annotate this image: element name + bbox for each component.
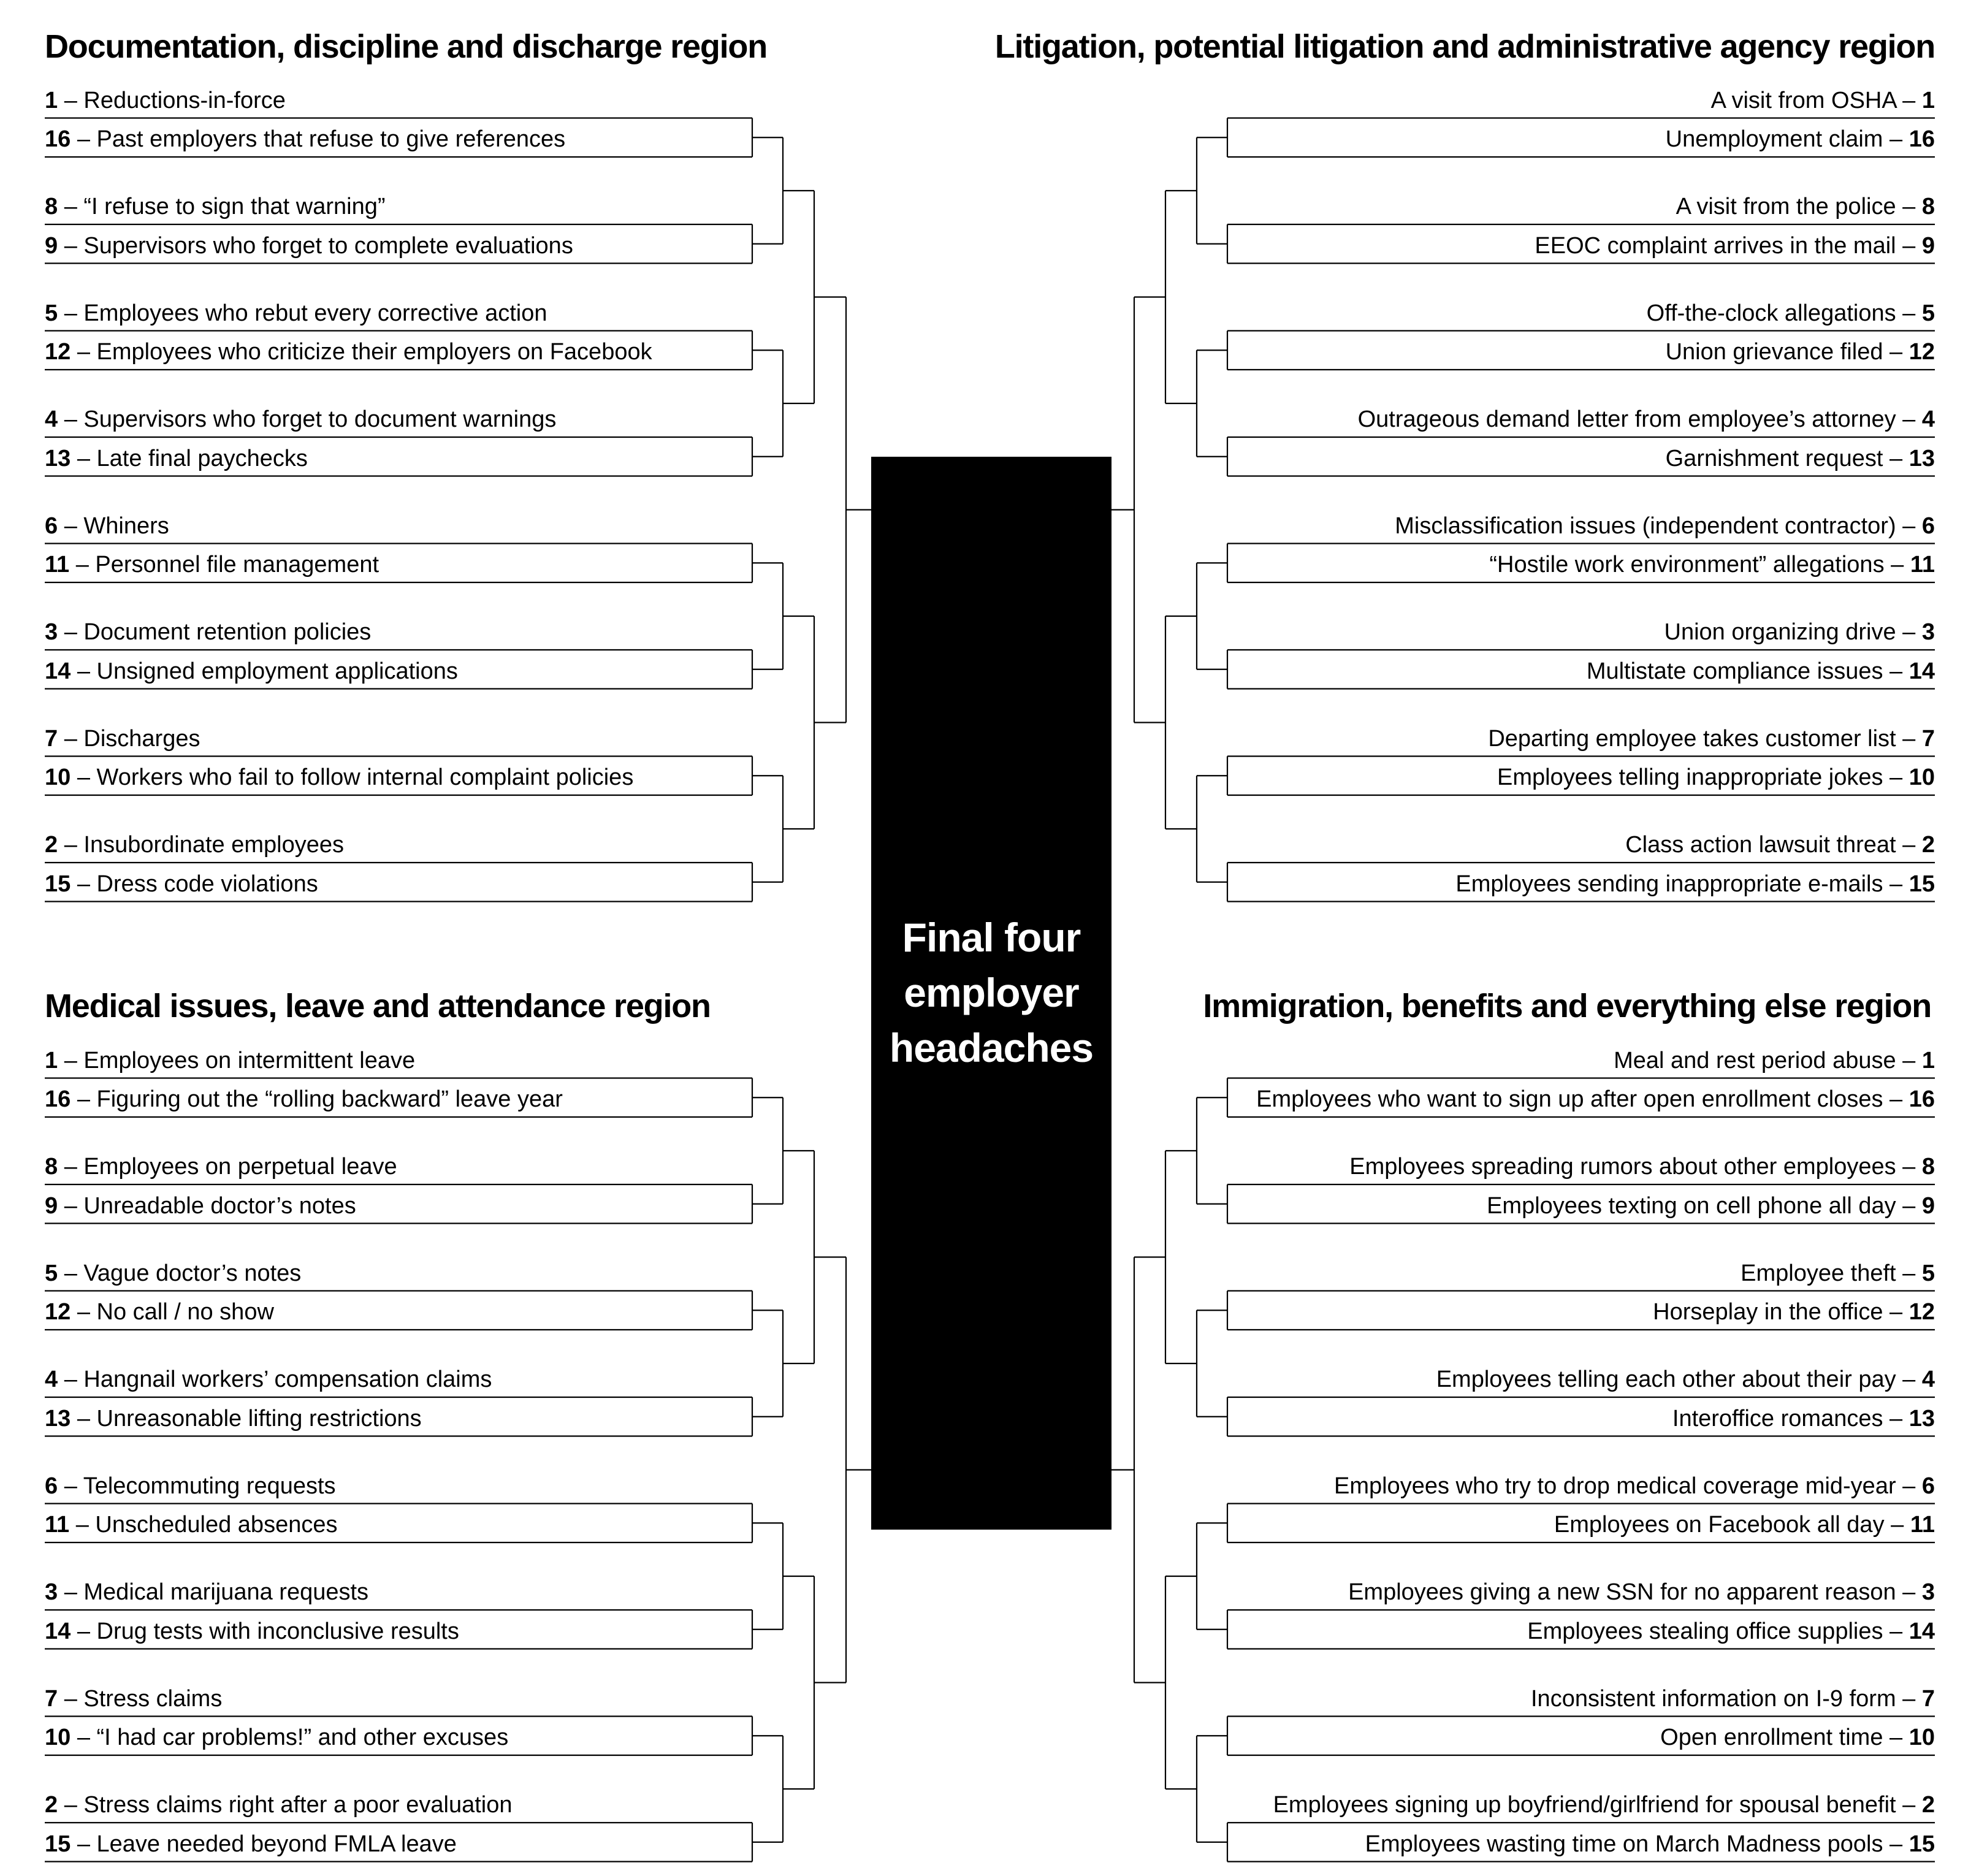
seed-number: 14 [1908, 1618, 1935, 1644]
seed-label: Unemployment claim [1665, 126, 1883, 152]
seed-number: 9 [45, 1192, 58, 1219]
seed-label: Employees wasting time on March Madness pools [1365, 1831, 1883, 1857]
litigation-entry: Union grievance filed – 12 [1665, 339, 1935, 365]
seed-number: 16 [45, 1086, 71, 1112]
litigation-entry: Unemployment claim – 16 [1665, 126, 1935, 152]
seed-label: Employees who try to drop medical coverage mid-year [1333, 1473, 1896, 1499]
seed-number: 11 [1910, 1512, 1935, 1538]
seed-number: 4 [1921, 1367, 1935, 1392]
seed-label: Employees who criticize their employers on Facebook [96, 339, 652, 365]
immigration-entry: Interoffice romances – 13 [1672, 1405, 1935, 1432]
seed-number: 5 [1921, 1260, 1935, 1286]
litigation-entry: Class action lawsuit threat – 2 [1625, 832, 1935, 858]
seed-label: Insubordinate employees [83, 832, 344, 858]
medical-entry: 11 – Unscheduled absences [45, 1512, 338, 1538]
seed-label: Employee theft [1741, 1260, 1896, 1286]
seed-number: 10 [45, 1725, 71, 1750]
region-title-documentation: Documentation, discipline and discharge region [45, 28, 767, 65]
seed-number: 8 [1921, 194, 1935, 219]
seed-number: 15 [45, 871, 71, 897]
immigration-entry: Employees signing up boyfriend/girlfriend for spousal benefit – 2 [1273, 1792, 1935, 1818]
seed-label: “I had car problems!” and other excuses [96, 1725, 509, 1750]
medical-entry: 3 – Medical marijuana requests [45, 1579, 369, 1605]
seed-number: 13 [1908, 445, 1935, 471]
seed-number: 13 [45, 1405, 71, 1432]
final-four-box [871, 457, 1112, 1530]
seed-number: 3 [1921, 1579, 1935, 1605]
seed-label: Workers who fail to follow internal complaint policies [96, 765, 634, 790]
seed-number: 13 [45, 445, 71, 471]
seed-label: Off-the-clock allegations [1646, 300, 1896, 326]
seed-number: 16 [1908, 1086, 1935, 1112]
immigration-entry: Employees stealing office supplies – 14 [1527, 1618, 1935, 1644]
seed-label: Employees sending inappropriate e-mails [1455, 871, 1883, 897]
seed-label: Employees who rebut every corrective action [83, 300, 547, 326]
immigration-entry: Employees on Facebook all day – 11 [1554, 1512, 1935, 1538]
seed-label: Multistate compliance issues [1586, 658, 1883, 684]
seed-label: “I refuse to sign that warning” [83, 194, 386, 219]
seed-number: 7 [45, 725, 58, 752]
seed-label: Employees signing up boyfriend/girlfriend for spousal benefit [1273, 1792, 1896, 1818]
medical-entry: 16 – Figuring out the “rolling backward” leave year [45, 1086, 563, 1112]
documentation-entry: 5 – Employees who rebut every corrective action [45, 300, 547, 326]
seed-label: Union grievance filed [1665, 339, 1883, 365]
seed-label: Drug tests with inconclusive results [96, 1618, 459, 1644]
seed-number: 7 [45, 1685, 58, 1712]
seed-label: Supervisors who forget to complete evaluations [83, 232, 573, 259]
seed-label: Personnel file management [95, 552, 379, 578]
seed-label: Employees texting on cell phone all day [1487, 1192, 1896, 1219]
seed-label: Reductions-in-force [83, 87, 286, 113]
seed-number: 16 [45, 126, 71, 152]
litigation-entry: “Hostile work environment” allegations – 11 [1489, 552, 1935, 578]
documentation-entry: 9 – Supervisors who forget to complete evaluations [45, 232, 573, 259]
region-title-immigration: Immigration, benefits and everything else region [1203, 988, 1931, 1024]
documentation-entry: 15 – Dress code violations [45, 871, 318, 897]
seed-label: A visit from OSHA [1710, 87, 1896, 113]
seed-number: 2 [1921, 1792, 1935, 1818]
seed-number: 10 [1908, 1725, 1935, 1750]
seed-label: Employees on Facebook all day [1554, 1512, 1885, 1538]
seed-number: 10 [1908, 765, 1935, 790]
seed-label: Stress claims [83, 1685, 223, 1712]
documentation-entry: 2 – Insubordinate employees [45, 832, 344, 858]
seed-label: Employees stealing office supplies [1527, 1618, 1883, 1644]
medical-entry: 13 – Unreasonable lifting restrictions [45, 1405, 422, 1432]
immigration-entry: Employees spreading rumors about other employees – 8 [1349, 1154, 1935, 1180]
seed-number: 1 [45, 1047, 58, 1073]
seed-label: Employees on intermittent leave [83, 1047, 416, 1073]
medical-entry: 8 – Employees on perpetual leave [45, 1154, 397, 1180]
immigration-entry: Employees giving a new SSN for no apparent reason – 3 [1348, 1579, 1935, 1605]
seed-number: 7 [1921, 725, 1935, 752]
medical-entry: 9 – Unreadable doctor’s notes [45, 1192, 356, 1219]
seed-number: 6 [45, 513, 58, 539]
seed-label: Unreasonable lifting restrictions [96, 1405, 422, 1432]
seed-label: Interoffice romances [1672, 1405, 1883, 1432]
seed-label: Unscheduled absences [95, 1512, 338, 1538]
documentation-entry: 7 – Discharges [45, 725, 200, 752]
litigation-entry: Union organizing drive – 3 [1664, 619, 1935, 645]
seed-number: 9 [1921, 1192, 1935, 1219]
documentation-entry: 14 – Unsigned employment applications [45, 658, 458, 684]
seed-label: “Hostile work environment” allegations [1489, 552, 1885, 578]
seed-number: 1 [1921, 1047, 1935, 1073]
seed-label: Inconsistent information on I-9 form [1531, 1685, 1896, 1712]
immigration-entry: Open enrollment time – 10 [1660, 1725, 1935, 1750]
seed-label: Telecommuting requests [83, 1473, 336, 1499]
documentation-entry: 13 – Late final paychecks [45, 445, 308, 471]
medical-entry: 2 – Stress claims right after a poor evaluation [45, 1792, 513, 1818]
seed-number: 3 [1921, 619, 1935, 645]
seed-number: 5 [45, 300, 58, 326]
seed-label: Employees spreading rumors about other employees [1349, 1154, 1896, 1180]
documentation-entry: 1 – Reductions-in-force [45, 87, 286, 113]
seed-number: 4 [1921, 406, 1935, 432]
seed-label: Employees who want to sign up after open enrollment closes [1256, 1086, 1883, 1112]
immigration-entry: Employees wasting time on March Madness pools – 15 [1365, 1831, 1935, 1857]
litigation-entry: EEOC complaint arrives in the mail – 9 [1535, 232, 1935, 259]
documentation-entry: 8 – “I refuse to sign that warning” [45, 194, 386, 219]
seed-number: 1 [45, 87, 58, 113]
seed-number: 3 [45, 1579, 58, 1605]
seed-label: Union organizing drive [1664, 619, 1896, 645]
seed-number: 2 [1921, 832, 1935, 858]
medical-entry: 15 – Leave needed beyond FMLA leave [45, 1831, 457, 1857]
seed-number: 11 [45, 1512, 70, 1538]
seed-label: Unreadable doctor’s notes [83, 1192, 356, 1219]
seed-number: 10 [45, 765, 71, 790]
medical-entry: 10 – “I had car problems!” and other excuses [45, 1725, 509, 1750]
seed-number: 14 [1908, 658, 1935, 684]
final-four-title: Final four employer headaches [889, 915, 1094, 1070]
seed-number: 2 [45, 1792, 58, 1818]
seed-number: 11 [45, 552, 70, 578]
seed-number: 12 [45, 339, 71, 365]
seed-label: Whiners [83, 513, 169, 539]
immigration-entry: Horseplay in the office – 12 [1653, 1299, 1935, 1325]
seed-label: Supervisors who forget to document warnings [83, 406, 557, 432]
litigation-entry: A visit from OSHA – 1 [1710, 87, 1935, 113]
seed-number: 12 [45, 1299, 71, 1325]
seed-number: 7 [1921, 1685, 1935, 1712]
seed-number: 6 [1921, 1473, 1935, 1499]
documentation-entry: 6 – Whiners [45, 513, 169, 539]
immigration-entry: Employees telling each other about their pay – 4 [1436, 1367, 1935, 1392]
seed-number: 16 [1908, 126, 1935, 152]
litigation-entry: Off-the-clock allegations – 5 [1646, 300, 1935, 326]
seed-number: 8 [45, 1154, 58, 1180]
seed-label: EEOC complaint arrives in the mail [1535, 232, 1896, 259]
litigation-entry: A visit from the police – 8 [1676, 194, 1935, 219]
seed-label: Meal and rest period abuse [1614, 1047, 1896, 1073]
seed-label: Class action lawsuit threat [1625, 832, 1896, 858]
seed-number: 11 [1910, 552, 1935, 578]
seed-number: 8 [45, 194, 58, 219]
seed-label: Figuring out the “rolling backward” leave year [96, 1086, 563, 1112]
seed-label: Late final paychecks [96, 445, 308, 471]
documentation-entry: 4 – Supervisors who forget to document warnings [45, 406, 557, 432]
seed-label: No call / no show [96, 1299, 274, 1325]
documentation-entry: 10 – Workers who fail to follow internal complaint policies [45, 765, 634, 790]
seed-number: 4 [45, 406, 58, 432]
seed-label: Employees giving a new SSN for no apparent reason [1348, 1579, 1896, 1605]
litigation-entry: Outrageous demand letter from employee’s attorney – 4 [1357, 406, 1935, 432]
seed-number: 6 [45, 1473, 58, 1499]
seed-label: Discharges [83, 725, 200, 752]
documentation-entry: 11 – Personnel file management [45, 552, 379, 578]
immigration-entry: Meal and rest period abuse – 1 [1614, 1047, 1935, 1073]
seed-label: Medical marijuana requests [83, 1579, 369, 1605]
documentation-entry: 3 – Document retention policies [45, 619, 372, 645]
seed-label: Open enrollment time [1660, 1725, 1883, 1750]
seed-label: Departing employee takes customer list [1488, 725, 1896, 752]
seed-number: 1 [1921, 87, 1935, 113]
seed-label: Horseplay in the office [1653, 1299, 1883, 1325]
seed-label: Employees telling inappropriate jokes [1497, 765, 1883, 790]
litigation-entry: Departing employee takes customer list – 7 [1488, 725, 1935, 752]
seed-label: Unsigned employment applications [96, 658, 458, 684]
seed-number: 9 [45, 232, 58, 259]
medical-entry: 14 – Drug tests with inconclusive results [45, 1618, 459, 1644]
seed-number: 5 [45, 1260, 58, 1286]
seed-number: 14 [45, 658, 71, 684]
immigration-entry: Employees who try to drop medical coverage mid-year – 6 [1333, 1473, 1935, 1499]
seed-label: Outrageous demand letter from employee’s attorney [1357, 406, 1896, 432]
immigration-entry: Inconsistent information on I-9 form – 7 [1531, 1685, 1935, 1712]
seed-number: 15 [1908, 871, 1935, 897]
seed-number: 3 [45, 619, 58, 645]
immigration-entry: Employees texting on cell phone all day – 9 [1487, 1192, 1935, 1219]
seed-label: Garnishment request [1665, 445, 1883, 471]
medical-entry: 1 – Employees on intermittent leave [45, 1047, 416, 1073]
litigation-entry: Employees telling inappropriate jokes – 10 [1497, 765, 1935, 790]
litigation-entry: Misclassification issues (independent contractor) – 6 [1395, 513, 1935, 539]
medical-entry: 5 – Vague doctor’s notes [45, 1260, 302, 1286]
seed-number: 13 [1908, 1405, 1935, 1432]
medical-entry: 12 – No call / no show [45, 1299, 274, 1325]
medical-entry: 7 – Stress claims [45, 1685, 223, 1712]
region-title-litigation: Litigation, potential litigation and administrative agency region [994, 28, 1935, 65]
seed-number: 15 [45, 1831, 71, 1857]
seed-label: Dress code violations [96, 871, 318, 897]
documentation-entry: 16 – Past employers that refuse to give references [45, 126, 566, 152]
seed-number: 4 [45, 1367, 58, 1392]
seed-number: 9 [1921, 232, 1935, 259]
seed-label: Misclassification issues (independent contractor) [1395, 513, 1896, 539]
litigation-entry: Employees sending inappropriate e-mails – 15 [1455, 871, 1935, 897]
immigration-entry: Employees who want to sign up after open enrollment closes – 16 [1256, 1086, 1935, 1112]
litigation-entry: Garnishment request – 13 [1665, 445, 1935, 471]
seed-number: 12 [1908, 339, 1935, 365]
seed-label: A visit from the police [1676, 194, 1896, 219]
seed-number: 5 [1921, 300, 1935, 326]
seed-label: Hangnail workers’ compensation claims [83, 1367, 492, 1392]
seed-label: Stress claims right after a poor evaluation [83, 1792, 513, 1818]
seed-label: Leave needed beyond FMLA leave [96, 1831, 457, 1857]
seed-label: Employees telling each other about their pay [1436, 1367, 1896, 1392]
seed-number: 15 [1908, 1831, 1935, 1857]
immigration-entry: Employee theft – 5 [1741, 1260, 1935, 1286]
seed-label: Employees on perpetual leave [83, 1154, 397, 1180]
seed-number: 14 [45, 1618, 71, 1644]
seed-number: 8 [1921, 1154, 1935, 1180]
seed-number: 6 [1921, 513, 1935, 539]
litigation-entry: Multistate compliance issues – 14 [1586, 658, 1935, 684]
medical-entry: 4 – Hangnail workers’ compensation claims [45, 1367, 492, 1392]
seed-number: 2 [45, 832, 58, 858]
medical-entry: 6 – Telecommuting requests [45, 1473, 336, 1499]
seed-label: Vague doctor’s notes [83, 1260, 302, 1286]
seed-number: 12 [1908, 1299, 1935, 1325]
seed-label: Past employers that refuse to give references [96, 126, 566, 152]
region-title-medical: Medical issues, leave and attendance region [45, 988, 711, 1024]
documentation-entry: 12 – Employees who criticize their employers on Facebook [45, 339, 652, 365]
seed-label: Document retention policies [83, 619, 372, 645]
